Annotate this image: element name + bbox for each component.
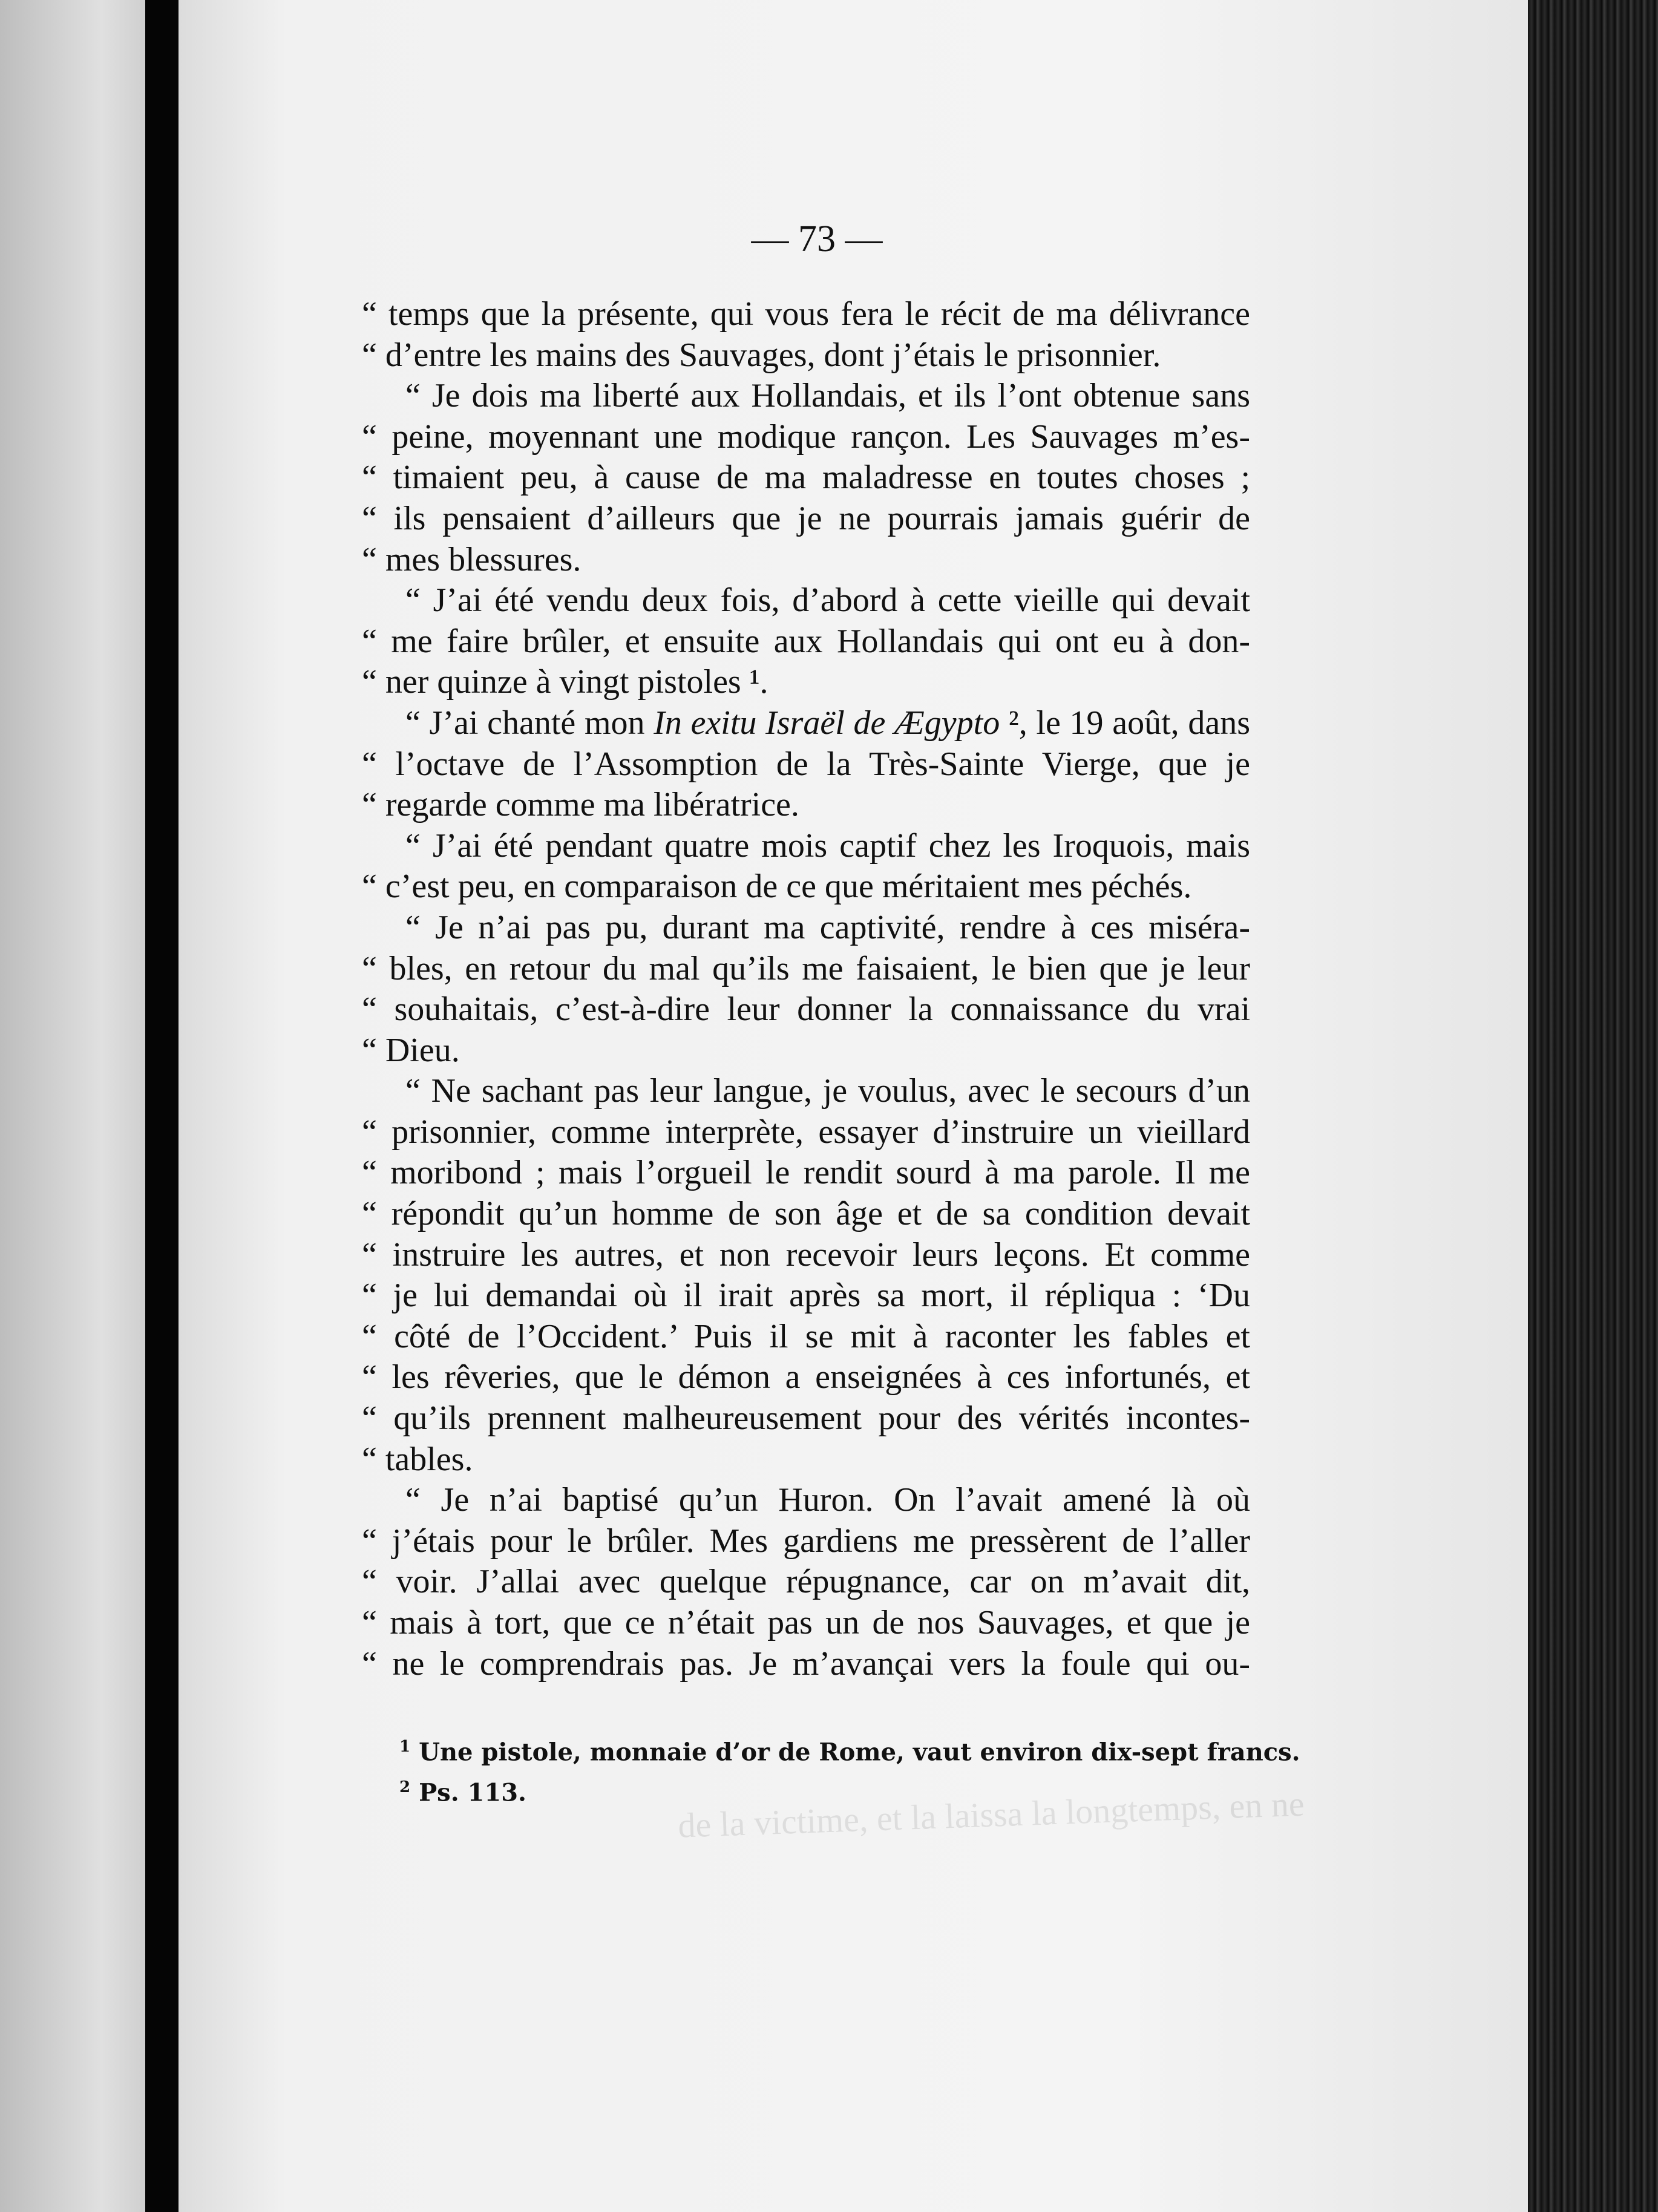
text-line: “ Je dois ma liberté aux Hollandais, et ils l’ont obtenue sans [405, 377, 1250, 415]
footnotes [399, 1729, 1300, 1811]
footnote [399, 1729, 1300, 1770]
book-gutter [145, 0, 179, 2212]
text-line: “ mes blessures. [362, 540, 582, 578]
bleed-through-text: de la victime, et la laissa la longtemps, en ne [677, 1784, 1305, 1845]
text-line: “ J’ai chanté mon In exitu Israël de Ægypto ², le 19 août, dans [405, 704, 1250, 742]
text-line: “ timaient peu, à cause de ma maladresse en toutes choses ; [362, 459, 1250, 497]
text-line: “ c’est peu, en comparaison de ce que méritaient mes péchés. [362, 868, 1192, 906]
text-line: “ Ne sachant pas leur langue, je voulus, avec le secours d’un [405, 1072, 1250, 1110]
text-line: “ peine, moyennant une modique rançon. Les Sauvages m’es- [362, 417, 1250, 456]
text-line: “ temps que la présente, qui vous fera le récit de ma délivrance [362, 295, 1250, 333]
text-line: “ tables. [362, 1440, 473, 1478]
text-line: “ ne le comprendrais pas. Je m’avançai vers la foule qui ou- [362, 1644, 1250, 1683]
text-line: “ ils pensaient d’ailleurs que je ne pourrais jamais guérir de [362, 499, 1250, 537]
text-line: “ l’octave de l’Assomption de la Très-Sainte Vierge, que je [362, 745, 1250, 783]
text-line: “ les rêveries, que le démon a enseignées à ces infortunés, et [362, 1358, 1250, 1396]
text-line: “ qu’ils prennent malheureusement pour des vérités incontes- [362, 1399, 1250, 1438]
text-line: “ J’ai été vendu deux fois, d’abord à cette vieille qui devait [405, 581, 1250, 620]
text-line: “ J’ai été pendant quatre mois captif chez les Iroquois, mais [405, 826, 1250, 865]
page-number: — 73 — [751, 218, 883, 260]
text-line: “ répondit qu’un homme de son âge et de sa condition devait [362, 1195, 1250, 1233]
text-line: “ prisonnier, comme interprète, essayer d’instruire un vieillard [362, 1113, 1250, 1151]
footnote [399, 1770, 1259, 1810]
text-line: “ Dieu. [362, 1031, 460, 1069]
text-line: “ me faire brûler, et ensuite aux Hollandais qui ont eu à don- [362, 622, 1250, 660]
text-line: “ regarde comme ma libératrice. [362, 786, 799, 824]
facing-page-edge [0, 0, 145, 2212]
page-stack-edge [1528, 0, 1658, 2212]
text-line: “ instruire les autres, et non recevoir leurs leçons. Et comme [362, 1235, 1250, 1274]
text-line: “ j’étais pour le brûler. Mes gardiens me pressèrent de l’aller [362, 1522, 1250, 1560]
text-line: “ moribond ; mais l’orgueil le rendit sourd à ma parole. Il me [362, 1154, 1250, 1192]
text-line: “ Je n’ai pas pu, durant ma captivité, rendre à ces miséra- [405, 908, 1250, 946]
text-line: “ mais à tort, que ce n’était pas un de nos Sauvages, et que je [362, 1604, 1250, 1641]
text-line: “ souhaitais, c’est-à-dire leur donner la connaissance du vrai [362, 990, 1250, 1029]
text-line: “ d’entre les mains des Sauvages, dont j’étais le prisonnier. [362, 336, 1161, 374]
text-line: “ bles, en retour du mal qu’ils me faisaient, le bien que je leur [362, 949, 1250, 987]
text-line: “ ner quinze à vingt pistoles ¹. [362, 663, 768, 701]
text-line: “ je lui demandai où il irait après sa mort, il répliqua : ‘Du [362, 1277, 1250, 1315]
footnote-mark: 2 [399, 1778, 411, 1797]
footnote-text: Une pistole, monnaie d’or de Rome, vaut environ dix-sept francs. [419, 1738, 1300, 1767]
text-line: “ Je n’ai baptisé qu’un Huron. On l’avait amené là où [405, 1481, 1250, 1519]
text-line: “ voir. J’allai avec quelque répugnance, car on m’avait dit, [362, 1563, 1250, 1601]
text-line: “ côté de l’Occident.’ Puis il se mit à raconter les fables et [362, 1317, 1250, 1355]
latin-title: In exitu Israël de Ægypto [654, 704, 1000, 742]
footnote-mark: 1 [399, 1738, 411, 1756]
body-text [362, 294, 1250, 1684]
footnote-text: Ps. 113. [419, 1778, 526, 1807]
